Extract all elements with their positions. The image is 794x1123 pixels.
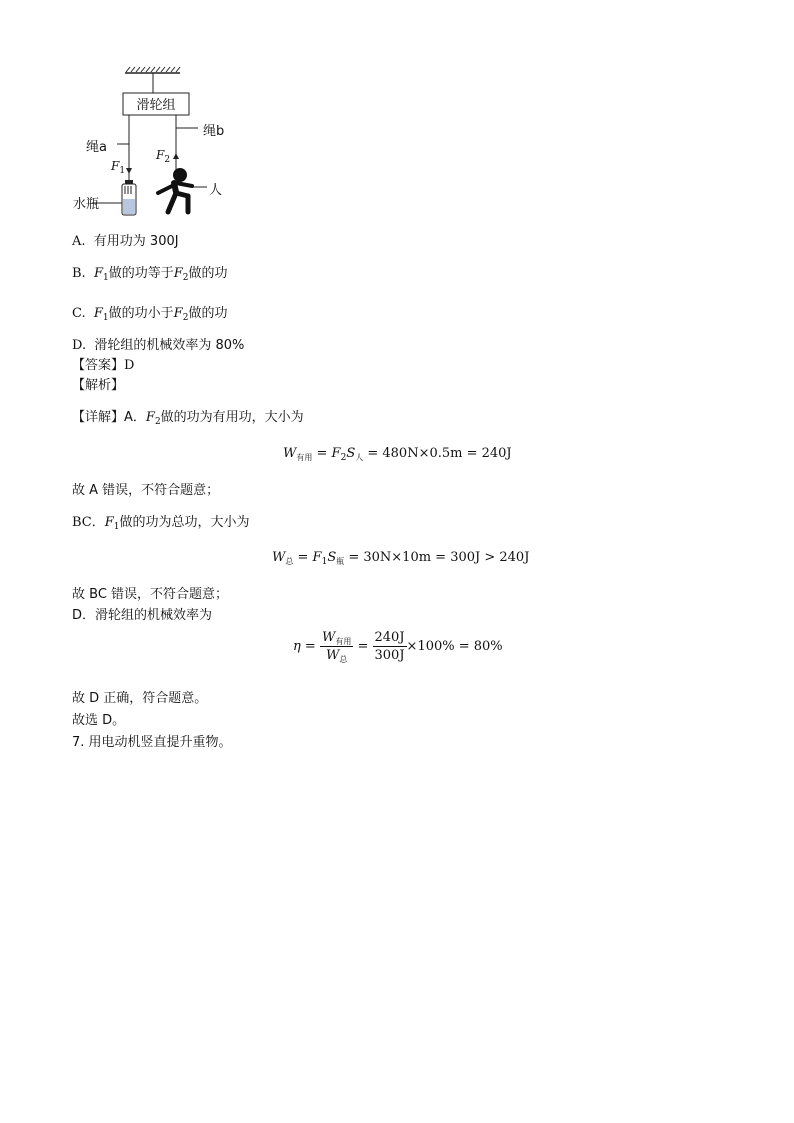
equation-useful-work: $W_{有用} = F_2S_人 = 480N\times 0.5m = 240J$ [283,446,512,463]
equation-total-work: $W_总 = F_1S_瓶 = 30N\times 10m = 300J > 240J$ [272,550,530,567]
person-pulling-icon [158,168,192,212]
fraction-w-ratio: $\frac{W_{有用}}{W_总}$ [321,630,352,664]
ceiling-hatch [125,67,180,73]
rope-b-label: 绳b [203,124,225,139]
option-a-text: 有用功为 300J [93,234,179,249]
option-b: B. $F_1$做的功等于$F_2$做的功 [72,266,228,283]
detail-d-line: D．滑轮组的机械效率为 [72,608,213,623]
final-choice: 故选 D。 [72,713,126,728]
detail-a-line: 【详解】A．$F_2$做的功为有用功，大小为 [72,410,304,427]
fraction-value-ratio: $\frac{240J}{300J}$ [374,630,405,663]
option-a: A. 有用功为 300J [72,234,179,249]
pulley-label: 滑轮组 [136,98,176,113]
analysis-label: 【解析】 [72,378,125,393]
f2-label: $F_2$ [156,148,171,165]
option-c: C. $F_1$做的功小于$F_2$做的功 [72,306,228,323]
answer-label: 【答案】 [72,358,125,373]
rope-a-label: 绳a [86,140,107,155]
option-d: D. 滑轮组的机械效率为 80% [72,338,245,353]
water-bottle-icon [122,180,136,215]
f2-arrow [173,153,179,159]
bottle-label: 水瓶 [73,197,100,212]
conclusion-d: 故 D 正确，符合题意。 [72,691,208,706]
f1-arrow [126,168,132,174]
conclusion-a: 故 A 错误，不符合题意； [72,483,220,498]
next-question: 7. 用电动机竖直提升重物。 [72,735,232,750]
equation-efficiency: η = $\frac{W_{有用}}{W_总}$ = $\frac{240J}{300J}$ ×100% = 80% [293,630,503,664]
conclusion-bc: 故 BC 错误，不符合题意； [72,587,229,602]
person-label: 人 [209,183,223,198]
detail-bc-line: BC．$F_1$做的功为总功，大小为 [72,515,250,532]
answer-line [72,354,134,373]
answer-value: D [124,358,135,373]
f1-label: $F_1$ [111,159,126,176]
